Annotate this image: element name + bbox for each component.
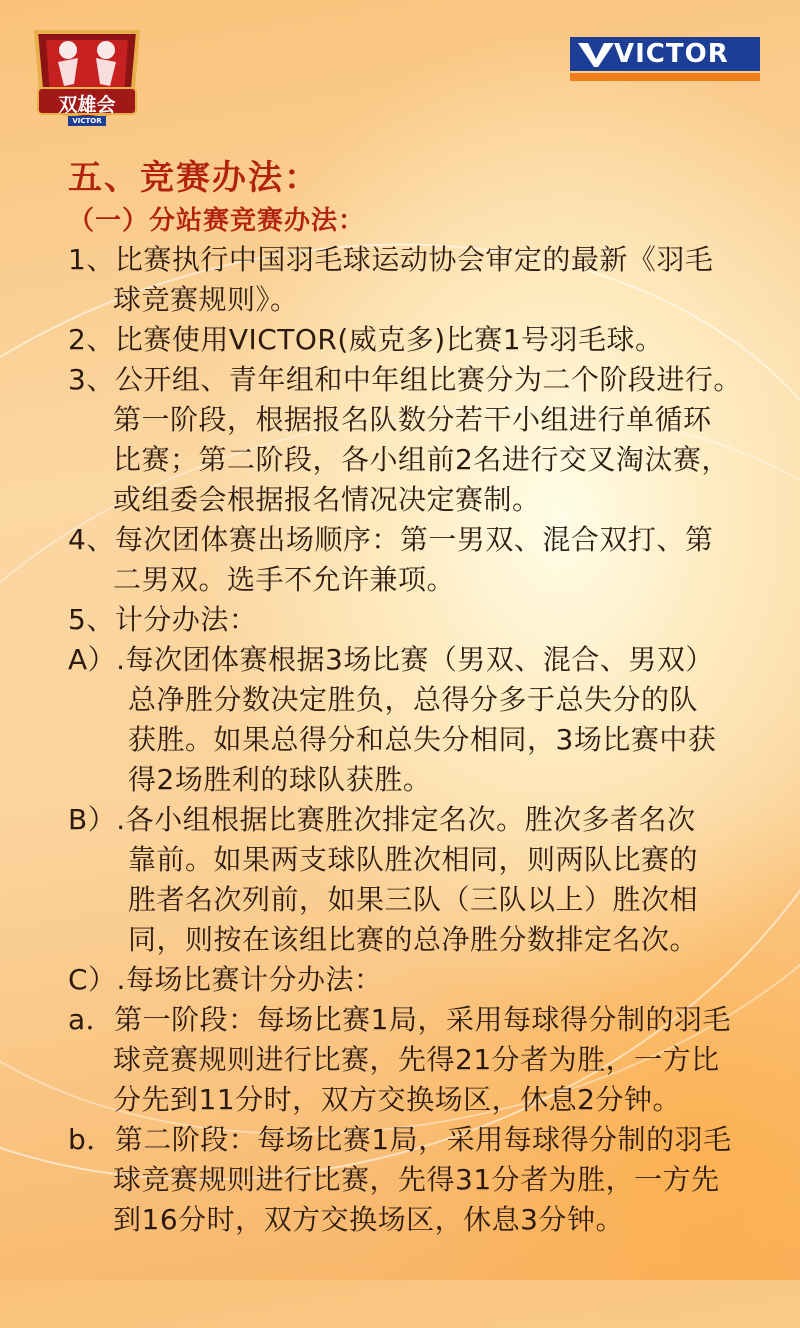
text-line: 球竞赛规则进行比赛，先得21分者为胜，一方比	[113, 1043, 720, 1076]
text-line: 靠前。如果两支球队胜次相同，则两队比赛的	[128, 843, 699, 876]
text-line: A）.每次团体赛根据3场比赛（男双、混合、男双）	[68, 643, 714, 676]
subsection-heading: （一）分站赛竞赛办法：	[68, 206, 366, 236]
text-line: 5、计分办法：	[68, 603, 258, 636]
text-line: 同，则按在该组比赛的总净胜分数排定名次。	[128, 923, 699, 956]
text-line: 胜者名次列前，如果三队（三队以上）胜次相	[128, 883, 699, 916]
text-line: 总净胜分数决定胜负，总得分多于总失分的队	[128, 683, 699, 716]
text-line: C）.每场比赛计分办法：	[68, 963, 383, 996]
text-line: 球竞赛规则进行比赛，先得31分者为胜，一方先	[113, 1163, 720, 1196]
text-line: 二男双。选手不允许兼项。	[113, 563, 456, 596]
text-line: 1、比赛执行中国羽毛球运动协会审定的最新《羽毛	[68, 243, 714, 276]
brand-logo-text: VICTOR	[614, 39, 729, 69]
text-line: 球竞赛规则》。	[113, 283, 299, 316]
text-line: 获胜。如果总得分和总失分相同，3场比赛中获	[128, 723, 717, 756]
text-line: 得2场胜利的球队获胜。	[128, 763, 432, 796]
text-line: 2、比赛使用VICTOR(威克多)比赛1号羽毛球。	[68, 323, 664, 356]
victor-brand-logo	[570, 37, 760, 81]
text-line: 4、每次团体赛出场顺序：第一男双、混合双打、第	[68, 523, 714, 556]
section-heading: 五、竞赛办法：	[68, 158, 320, 198]
event-badge-text: 双雄会	[58, 94, 116, 116]
text-line: b．第二阶段：每场比赛1局，采用每球得分制的羽毛	[68, 1123, 732, 1156]
text-line: B）.各小组根据比赛胜次排定名次。胜次多者名次	[68, 803, 696, 836]
event-badge-subtext: VICTOR	[72, 117, 102, 125]
text-line: 分先到11分时，双方交换场区，休息2分钟。	[113, 1083, 681, 1116]
text-line: 第一阶段，根据报名队数分若干小组进行单循环	[113, 403, 712, 436]
text-line: 到16分时，双方交换场区，休息3分钟。	[113, 1203, 624, 1236]
event-badge-logo	[28, 12, 146, 140]
text-line: 或组委会根据报名情况决定赛制。	[113, 483, 541, 516]
text-line: a．第一阶段：每场比赛1局，采用每球得分制的羽毛	[68, 1003, 731, 1036]
text-line: 比赛；第二阶段，各小组前2名进行交叉淘汰赛，	[113, 443, 730, 476]
brand-logo-stripe	[570, 73, 760, 81]
victor-v-mark-icon	[576, 41, 616, 69]
text-line: 3、公开组、青年组和中年组比赛分为二个阶段进行。	[68, 363, 742, 396]
